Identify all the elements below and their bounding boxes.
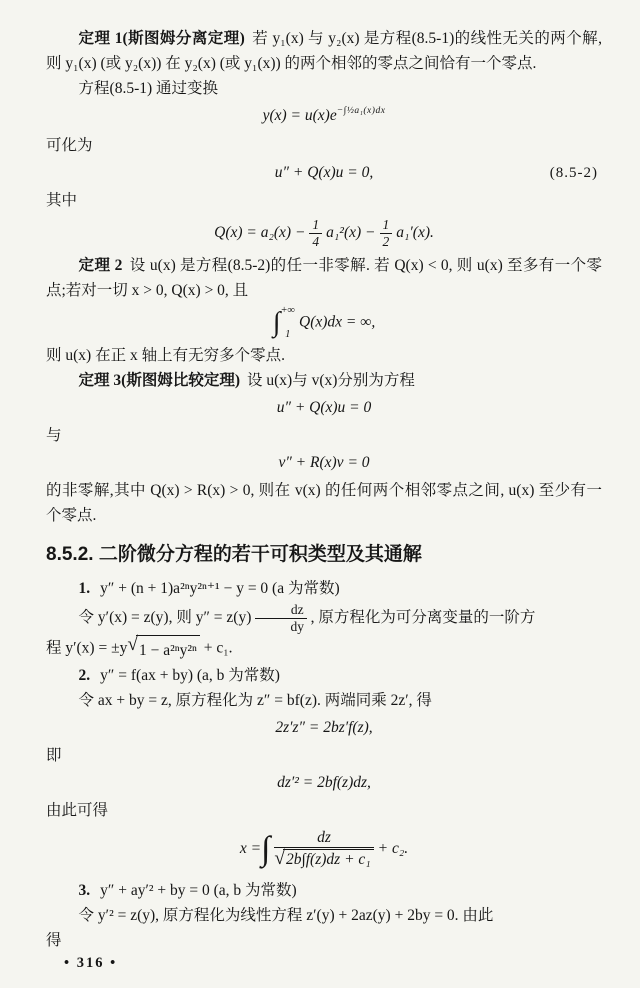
equation-v: v″ + R(x)v = 0 bbox=[278, 454, 370, 471]
and-text: 与 bbox=[46, 427, 62, 444]
fraction-dz-over-sqrt: dz √ 2b∫f(z)dz + c₁ bbox=[274, 830, 373, 869]
integral-sign: ∫ bbox=[272, 307, 281, 338]
theorem-3-text: 设 u(x)与 v(x)分别为方程 bbox=[247, 372, 415, 389]
item-1-head bbox=[46, 576, 602, 601]
fraction-one-quarter: $\frac{1}{4}$ bbox=[309, 218, 322, 249]
item-1-step-line bbox=[46, 601, 602, 635]
equation-dz: dz′² = 2bf(z)dz, bbox=[277, 774, 371, 791]
item-1-step-a: 令 y′(x) = z(y), 则 y″ = z(y) bbox=[78, 609, 252, 626]
section-heading-852: 8.5.2. 二阶微分方程的若干可积类型及其通解 bbox=[46, 544, 422, 565]
page-number: • 316 • bbox=[64, 955, 118, 971]
theorem-3-label: 定理 3(斯图姆比较定理) bbox=[78, 372, 240, 389]
equation-transform-base: y(x) = u(x)e bbox=[262, 107, 337, 124]
equation-u: u″ + Q(x)u = 0 bbox=[276, 399, 372, 416]
item-3-continuation: 得 bbox=[46, 931, 62, 949]
integral-limits bbox=[280, 306, 295, 340]
equation-x-post: + c₂. bbox=[377, 839, 409, 857]
equation-integral-condition bbox=[46, 306, 602, 340]
equation-Q-seg1: Q(x) = a₂(x) − bbox=[214, 224, 306, 241]
equation-2zz: 2z′z″ = 2bz′f(z), bbox=[275, 719, 373, 736]
theorem-1-paragraph bbox=[46, 26, 602, 76]
item-2-equation: y″ = f(ax + by) (a, b 为常数) bbox=[100, 667, 280, 684]
item-2-step-line: 令 ax + by = z, 原方程化为 z″ = bf(z). 两端同乘 2z′, 得 bbox=[78, 692, 432, 709]
theorem-2-label: 定理 2 bbox=[78, 257, 123, 274]
big-integral-sign: ∫ bbox=[261, 830, 271, 868]
integral-upper-limit: +∞ bbox=[280, 305, 296, 316]
where-text: 其中 bbox=[46, 192, 78, 209]
item-3-number: 3. bbox=[78, 881, 91, 899]
item-1-result-a: 程 y′(x) = ±y bbox=[46, 639, 128, 657]
item-3-equation: y″ + ay′² + by = 0 (a, b 为常数) bbox=[100, 881, 297, 899]
thus-text: 由此可得 bbox=[46, 802, 109, 819]
equation-transform-exponent: −∫½a₁(x)dx bbox=[336, 106, 386, 116]
item-1-result-b: + c₁. bbox=[199, 639, 233, 657]
nonzero-solution-paragraph: 的非零解,其中 Q(x) > R(x) > 0, 则在 v(x) 的任何两个相邻零点之间, u(x) 至少有一个零点. bbox=[46, 482, 602, 524]
radical-item-1: √ 1 − a²ⁿy²ⁿ bbox=[127, 635, 200, 663]
transform-intro-text: 方程(8.5-1) 通过变换 bbox=[78, 80, 219, 97]
theorem-2-text: 设 u(x) 是方程(8.5-2)的任一非零解. 若 Q(x) < 0, 则 u(x) 至多有一个零点;若对一切 x > 0, Q(x) > 0, 且 bbox=[46, 257, 602, 299]
theorem-1-text: 若 y₁(x) 与 y₂(x) 是方程(8.5-1)的线性无关的两个解,则 y₁(x) (或 y₂(x)) 在 y₂(x) (或 y₁(x)) 的两个相邻的零点之间恰有一个零点. bbox=[46, 30, 602, 72]
equation-852-body: u″ + Q(x)u = 0, bbox=[274, 164, 374, 181]
equation-x-integral bbox=[46, 830, 602, 869]
equation-Q-seg2: a₁²(x) − bbox=[326, 224, 376, 241]
equation-Q-seg3: a₁′(x). bbox=[396, 224, 434, 241]
item-3-head bbox=[46, 878, 602, 903]
item-3-step-line: 令 y′² = z(y), 原方程化为线性方程 z′(y) + 2az(y) + 2by = 0. 由此 bbox=[78, 906, 494, 924]
equation-Q bbox=[46, 216, 602, 250]
item-2-number: 2. bbox=[78, 667, 91, 684]
radical-item-2: √ 2b∫f(z)dz + c₁ bbox=[274, 848, 373, 868]
equation-852-row bbox=[46, 161, 602, 185]
reduces-to-text: 可化为 bbox=[46, 137, 93, 154]
infinite-zeros-text: 则 u(x) 在正 x 轴上有无穷多个零点. bbox=[46, 347, 285, 364]
fraction-dz-dy: $\frac{dz}{dy}$ bbox=[255, 603, 306, 634]
item-1-equation: y″ + (n + 1)a²ⁿy²ⁿ⁺¹ − y = 0 (a 为常数) bbox=[100, 580, 340, 597]
theorem-2-paragraph bbox=[46, 253, 602, 303]
equation-x-pre: x = bbox=[239, 839, 262, 857]
item-1-step-b: , 原方程化为可分离变量的一阶方 bbox=[310, 609, 536, 626]
ie-text: 即 bbox=[46, 747, 62, 764]
theorem-1-label: 定理 1(斯图姆分离定理) bbox=[78, 30, 245, 47]
equation-852-number: (8.5-2) bbox=[549, 165, 598, 181]
equation-integral-rest: Q(x)dx = ∞, bbox=[299, 313, 376, 331]
fraction-one-half: $\frac{1}{2}$ bbox=[380, 218, 393, 249]
item-1-result-line bbox=[46, 635, 602, 663]
item-1-number: 1. bbox=[78, 580, 91, 597]
equation-transform bbox=[46, 104, 602, 130]
theorem-3-paragraph bbox=[46, 368, 602, 393]
item-2-head bbox=[46, 663, 602, 688]
integral-lower-limit: 1 bbox=[285, 328, 291, 340]
